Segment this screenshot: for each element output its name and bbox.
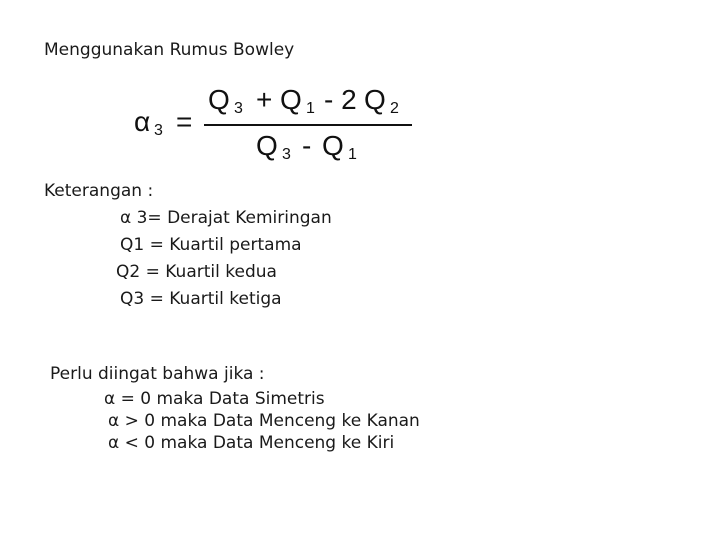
denominator-q3-subscript: 3 <box>282 146 291 163</box>
notes-item-left-skew: α < 0 maka Data Menceng ke Kiri <box>108 433 395 453</box>
numerator-q1: Q <box>280 84 302 115</box>
notes-heading: Perlu diingat bahwa jika : <box>50 364 265 384</box>
bowley-formula <box>128 82 418 172</box>
alpha-subscript: 3 <box>154 122 163 139</box>
fraction-bar <box>204 124 412 126</box>
numerator-minus-two: - 2 <box>324 84 357 115</box>
numerator-q2-subscript: 2 <box>390 100 399 117</box>
denominator-q1: Q <box>322 130 344 161</box>
denominator-minus: - <box>302 130 312 161</box>
legend-item-q2: Q2 = Kuartil kedua <box>116 262 277 282</box>
numerator-q2: Q <box>364 84 386 115</box>
page-title: Menggunakan Rumus Bowley <box>44 40 295 60</box>
denominator-q3: Q <box>256 130 278 161</box>
numerator-q1-subscript: 1 <box>306 100 315 117</box>
legend-item-q3: Q3 = Kuartil ketiga <box>120 289 282 309</box>
numerator-plus: + <box>256 84 273 115</box>
denominator-q1-subscript: 1 <box>348 146 357 163</box>
legend-heading: Keterangan : <box>44 181 154 201</box>
notes-item-symmetric: α = 0 maka Data Simetris <box>104 389 325 409</box>
legend-item-q1: Q1 = Kuartil pertama <box>120 235 302 255</box>
numerator-q3: Q <box>208 84 230 115</box>
notes-item-right-skew: α > 0 maka Data Menceng ke Kanan <box>108 411 420 431</box>
numerator-q3-subscript: 3 <box>234 100 243 117</box>
alpha-symbol: α <box>134 106 151 137</box>
equals-sign: = <box>176 106 193 137</box>
legend-item-alpha: α 3= Derajat Kemiringan <box>120 208 332 228</box>
